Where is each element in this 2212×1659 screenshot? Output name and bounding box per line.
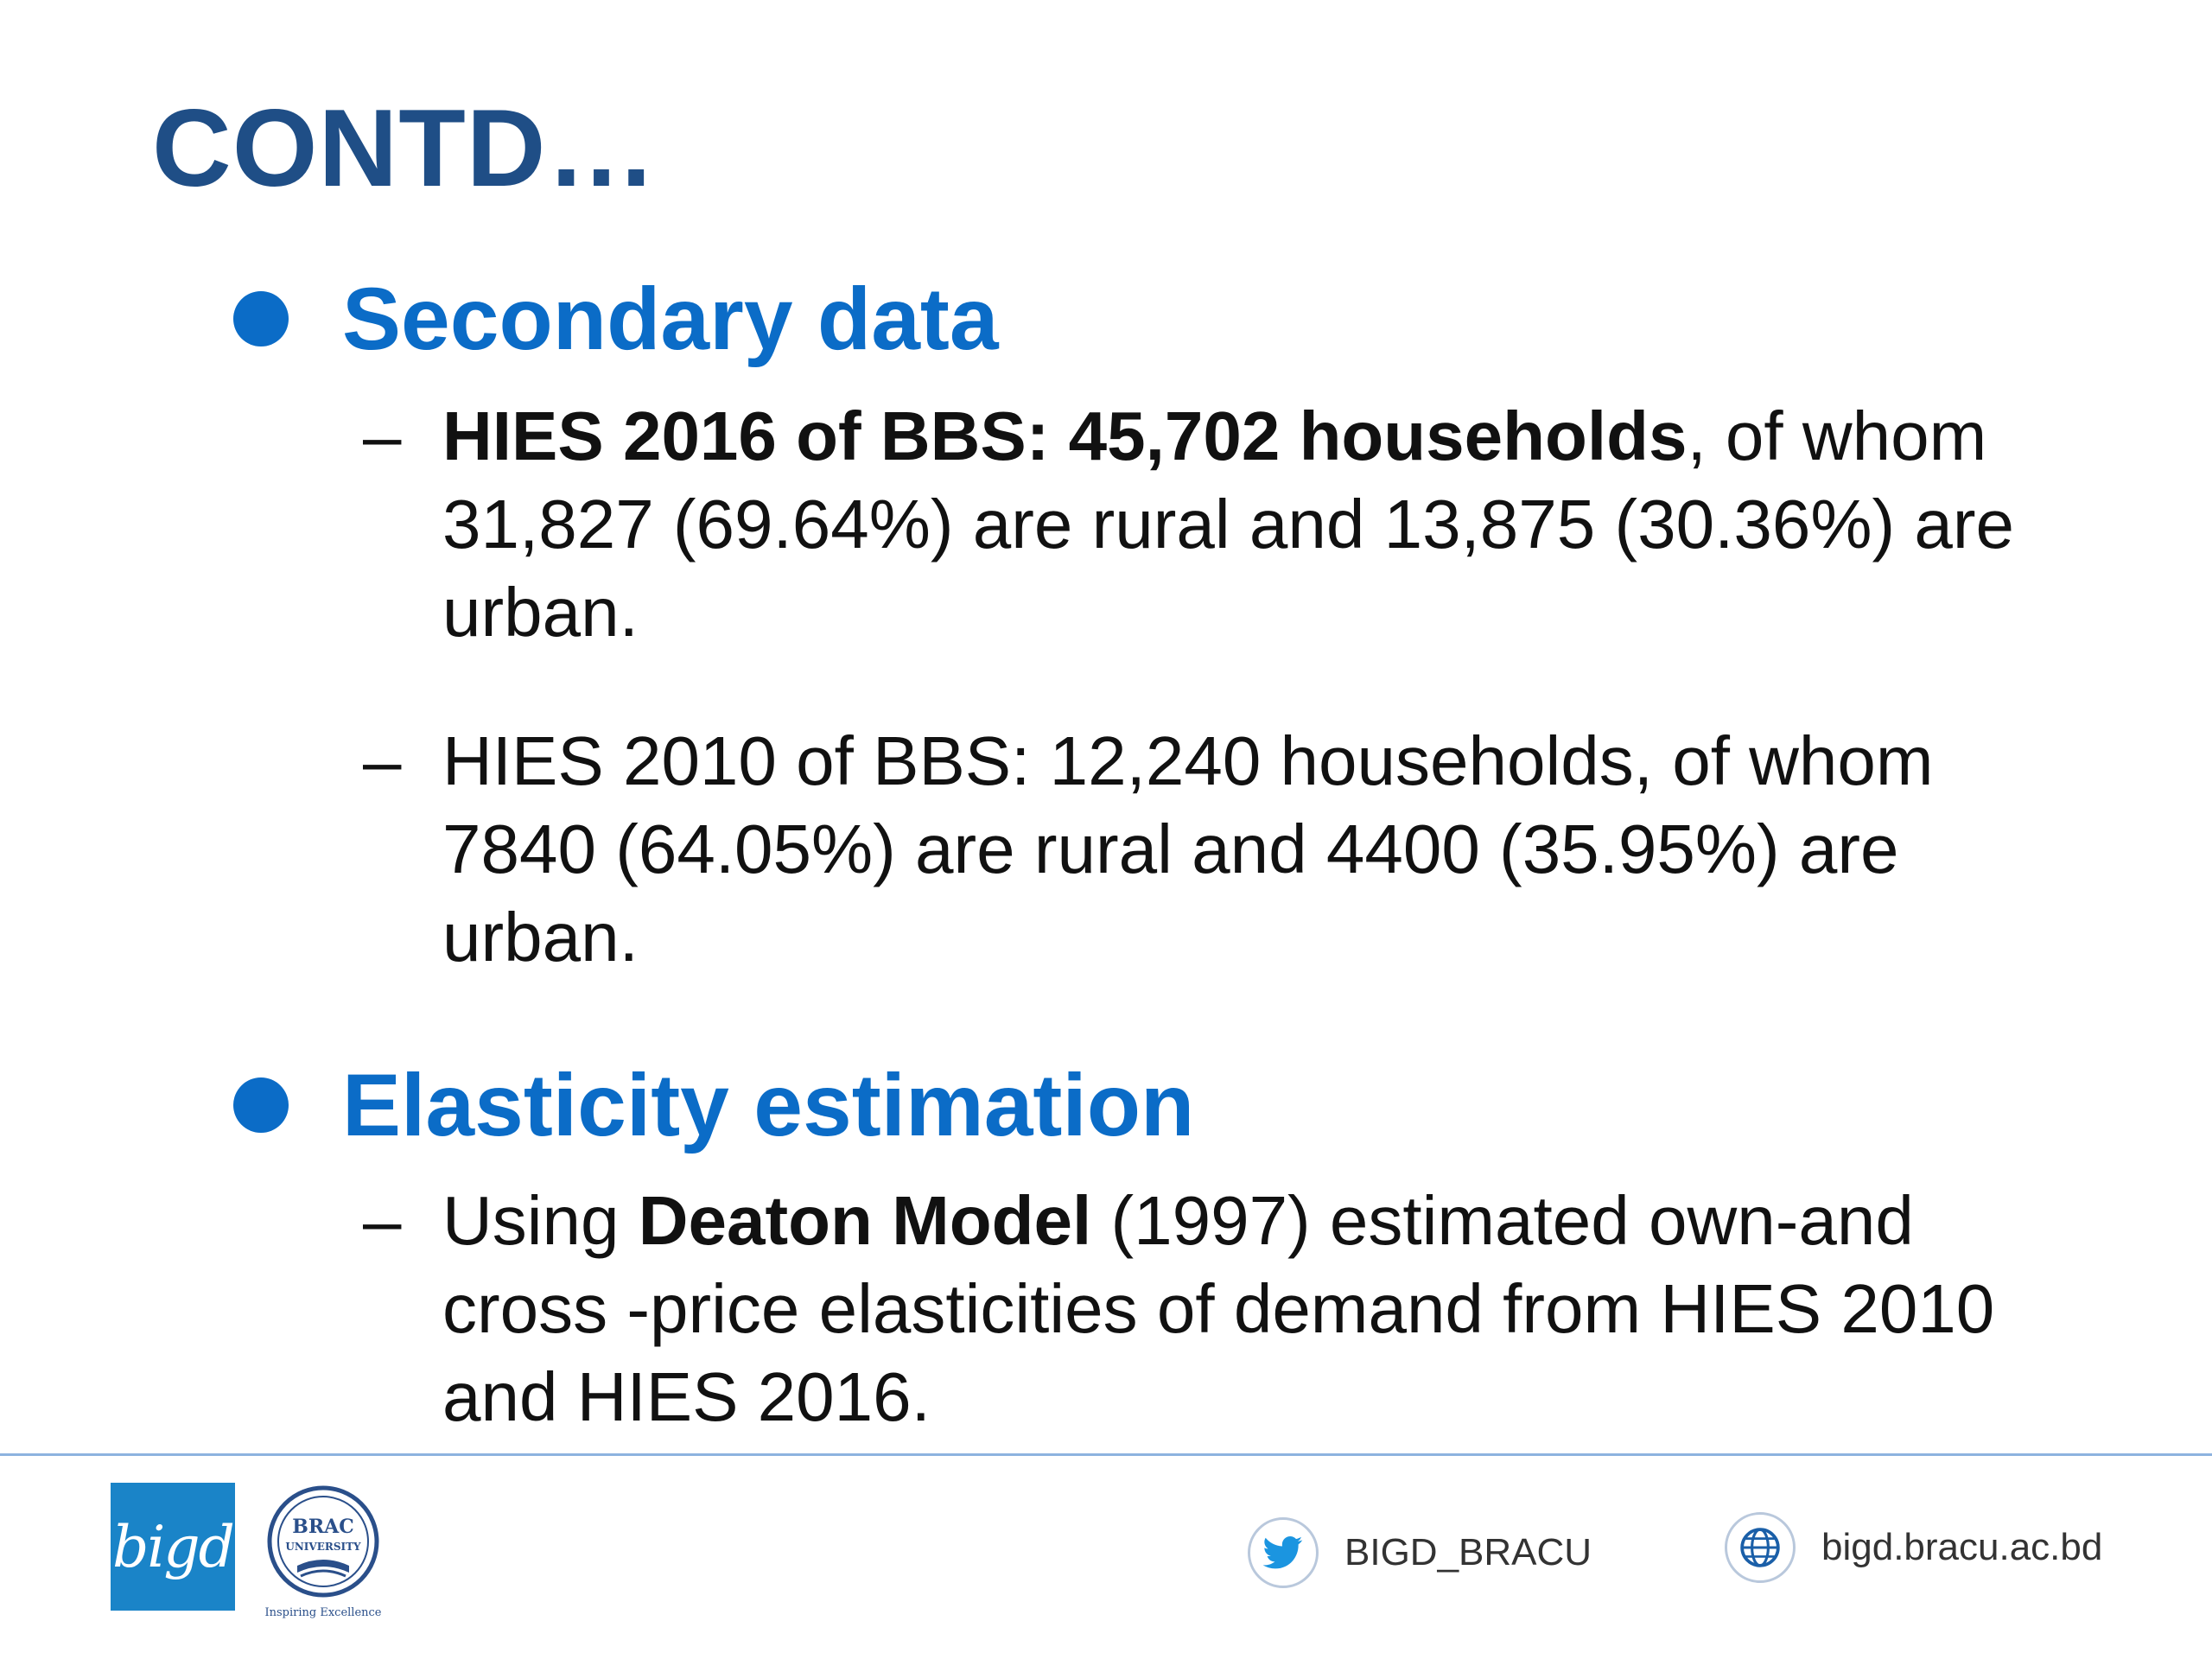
bullet-dot-icon bbox=[233, 1077, 289, 1133]
brac-university-logo bbox=[252, 1481, 399, 1619]
section-heading: Secondary data bbox=[342, 270, 999, 368]
website-url: bigd.bracu.ac.bd bbox=[1821, 1526, 2103, 1568]
brac-logo-line2: UNIVERSITY bbox=[285, 1541, 361, 1553]
deaton-model-bold: Deaton Model bbox=[638, 1182, 1092, 1259]
brac-logo-line1: BRAC bbox=[292, 1516, 354, 1538]
hies-2010-text: HIES 2010 of BBS: 12,240 households, of whom 7840 (64.05%) are rural and 4400 (35.95%) are urban. bbox=[442, 722, 1934, 976]
bullet-secondary-data bbox=[233, 270, 999, 368]
website-link[interactable] bbox=[1725, 1512, 2102, 1583]
bigd-logo bbox=[111, 1483, 235, 1611]
dash-marker: – bbox=[363, 722, 402, 799]
deaton-text: (1997) estimated own-and cross -price elasticities of demand from HIES 2010 and HIES 2016. bbox=[442, 1182, 1995, 1435]
globe-icon bbox=[1725, 1512, 1796, 1583]
sub-bullet-hies-2010 bbox=[363, 717, 2074, 982]
section-heading: Elasticity estimation bbox=[342, 1056, 1195, 1154]
dash-marker: – bbox=[363, 1182, 402, 1259]
slide-title: CONTD… bbox=[152, 86, 658, 209]
bullet-elasticity-estimation bbox=[233, 1056, 1195, 1154]
sub-bullet-hies-2016 bbox=[363, 392, 2074, 657]
hies-2016-text: , of whom 31,827 (69.64%) are rural and 13,875 (30.36%) are urban. bbox=[442, 397, 2014, 651]
twitter-link[interactable] bbox=[1248, 1517, 1592, 1588]
brac-logo-tagline: Inspiring Excellence bbox=[264, 1606, 382, 1619]
deaton-pre-text: Using bbox=[442, 1182, 639, 1259]
footer-divider bbox=[0, 1453, 2212, 1456]
bigd-logo-text: bigd bbox=[112, 1513, 233, 1580]
hies-2016-bold: HIES 2016 of BBS: 45,702 households bbox=[442, 397, 1688, 474]
sub-bullet-deaton-model bbox=[363, 1177, 2074, 1441]
dash-marker: – bbox=[363, 397, 402, 474]
twitter-icon bbox=[1248, 1517, 1319, 1588]
twitter-handle: BIGD_BRACU bbox=[1344, 1531, 1592, 1573]
bullet-dot-icon bbox=[233, 291, 289, 346]
